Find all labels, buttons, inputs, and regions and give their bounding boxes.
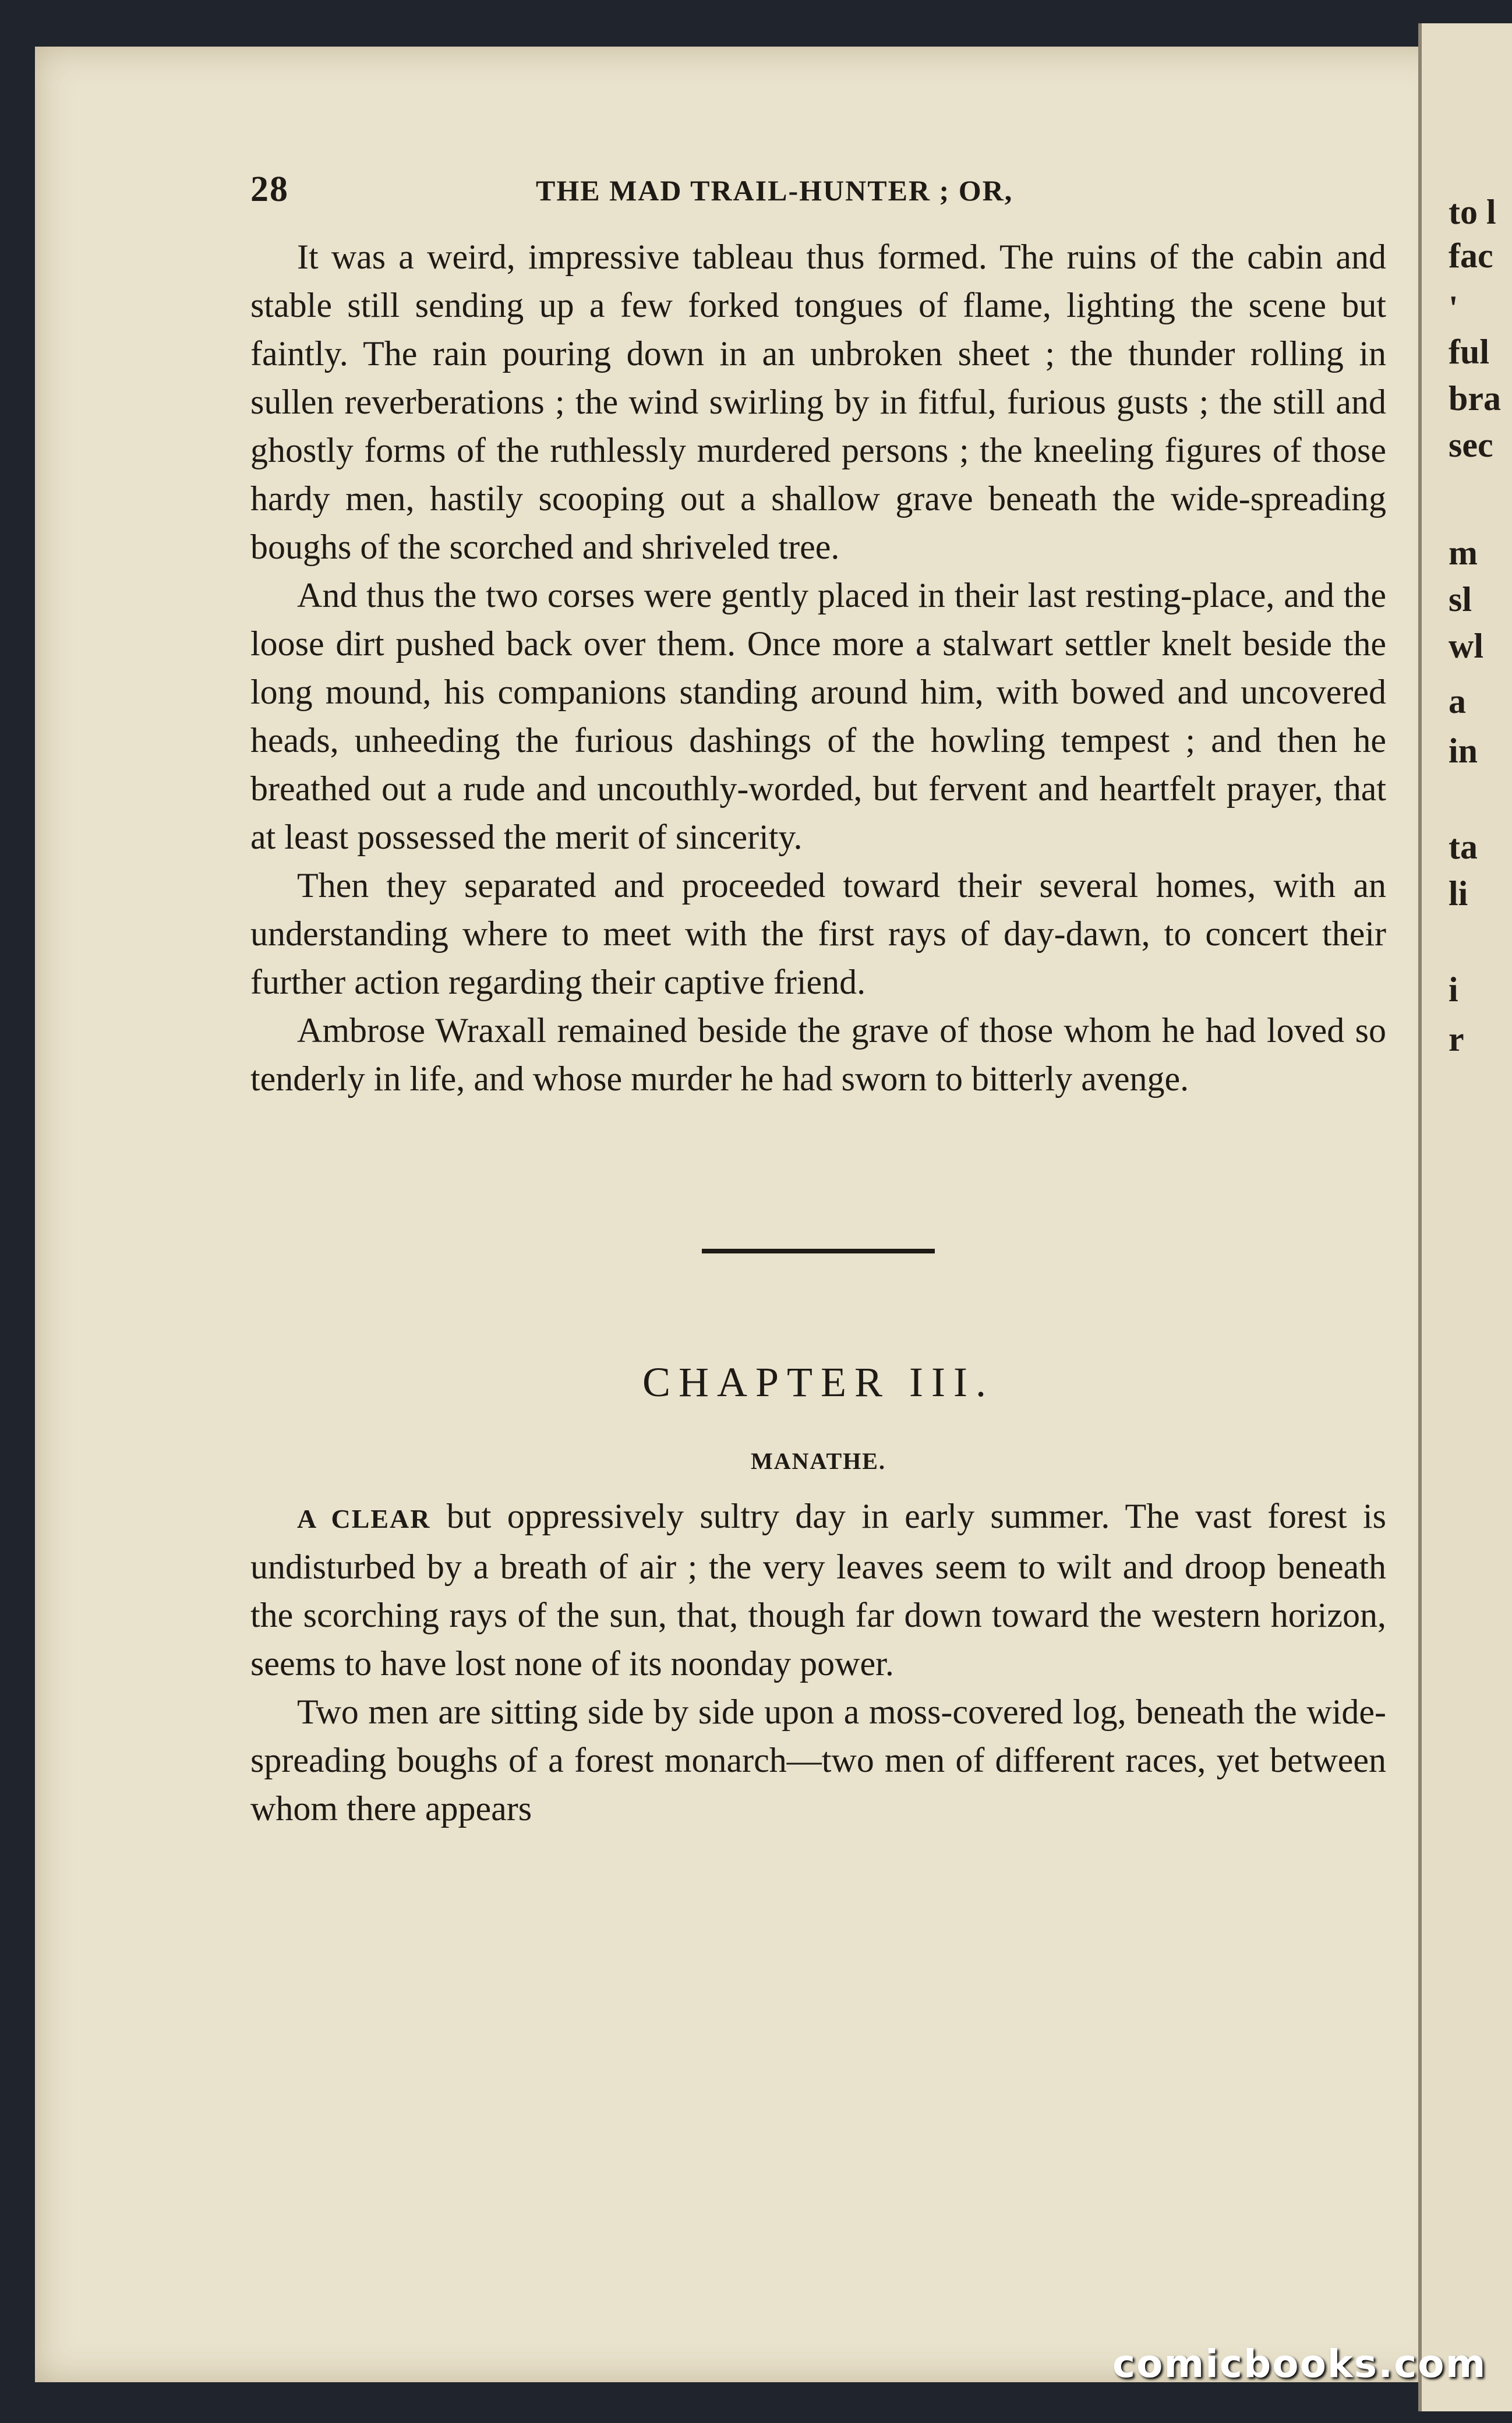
paragraph: It was a weird, impressive tableau thus formed. The ruins of the cabin and stable still sending up a few forked tongues of flame, lighting the scene but faintly. The rain pouring down in an unbroken sheet ; the thunder rolling in sullen reverberations ; the wind swirling by in fitful, furious gusts ; the still and ghostly forms of the ruthlessly murdered persons ; the kneeling figures of those hardy men, hastily scooping out a shallow grave beneath the wide-spreading boughs of the scorched and shriveled tree. [250, 238, 1386, 566]
small-caps-opening: A CLEAR [297, 1504, 431, 1534]
next-page-fragment: fac [1449, 236, 1493, 275]
page-text-block [250, 169, 1386, 1833]
next-page-fragment: wl [1449, 627, 1483, 665]
paragraph: And thus the two corses were gently placed in their last resting-place, and the loose dirt pushed back over them. Once more a stalwart settler knelt beside the long mound, his companions standing around him, with bowed and uncovered heads, unheeding the furious dashings of the howling tempest ; and then he breathed out a rude and uncouthly-worded, but fervent and heartfelt prayer, that at least possessed the merit of sincerity. [250, 576, 1386, 856]
next-page-fragment: ful [1449, 333, 1490, 371]
next-page-fragment: sl [1449, 580, 1472, 619]
next-page-fragment: i [1449, 970, 1458, 1009]
next-page-fragment: sec [1449, 426, 1493, 464]
chapter-opening-paragraph [250, 1492, 1386, 1688]
next-page-fragment: bra [1449, 379, 1501, 418]
chapter-subtitle: MANATHE. [751, 1448, 886, 1474]
adjacent-page-edge [1418, 23, 1512, 2411]
opening-paragraph-text: but oppressively sultry day in early summer. The vast forest is undisturbed by a breath of air ; the very leaves seem to wilt and droop beneath the scorching rays of the sun, that, though far down toward the western horizon, seems to have lost none of its noonday power. [250, 1497, 1386, 1683]
running-head [250, 169, 1386, 233]
paragraph: Ambrose Wraxall remained beside the grave of those whom he had loved so tenderly in life, and whose murder he had sworn to bitterly avenge. [250, 1011, 1386, 1098]
page-number: 28 [250, 169, 289, 209]
paragraph: Two men are sitting side by side upon a moss-covered log, beneath the wide-spreading boughs of a forest monarch—two men of different races, yet between whom there appears [250, 1693, 1386, 1828]
next-page-fragment: a [1449, 682, 1466, 720]
next-page-fragment: r [1449, 1020, 1464, 1058]
next-page-fragment: to l [1449, 193, 1496, 231]
watermark-text: comicbooks.com [1112, 2341, 1487, 2386]
running-title: THE MAD TRAIL-HUNTER ; OR, [536, 174, 1013, 207]
next-page-fragment: in [1449, 732, 1478, 770]
next-page-fragment: ' [1449, 289, 1458, 327]
paragraph: Then they separated and proceeded toward their several homes, with an understanding where to meet with the first rays of day-dawn, to concert their further action regarding their captive friend. [250, 866, 1386, 1001]
next-page-fragment: li [1449, 874, 1468, 913]
next-page-fragment: ta [1449, 828, 1478, 866]
next-page-fragment: m [1449, 534, 1478, 572]
chapter-heading: CHAPTER III. [642, 1359, 994, 1405]
section-divider [702, 1249, 935, 1253]
